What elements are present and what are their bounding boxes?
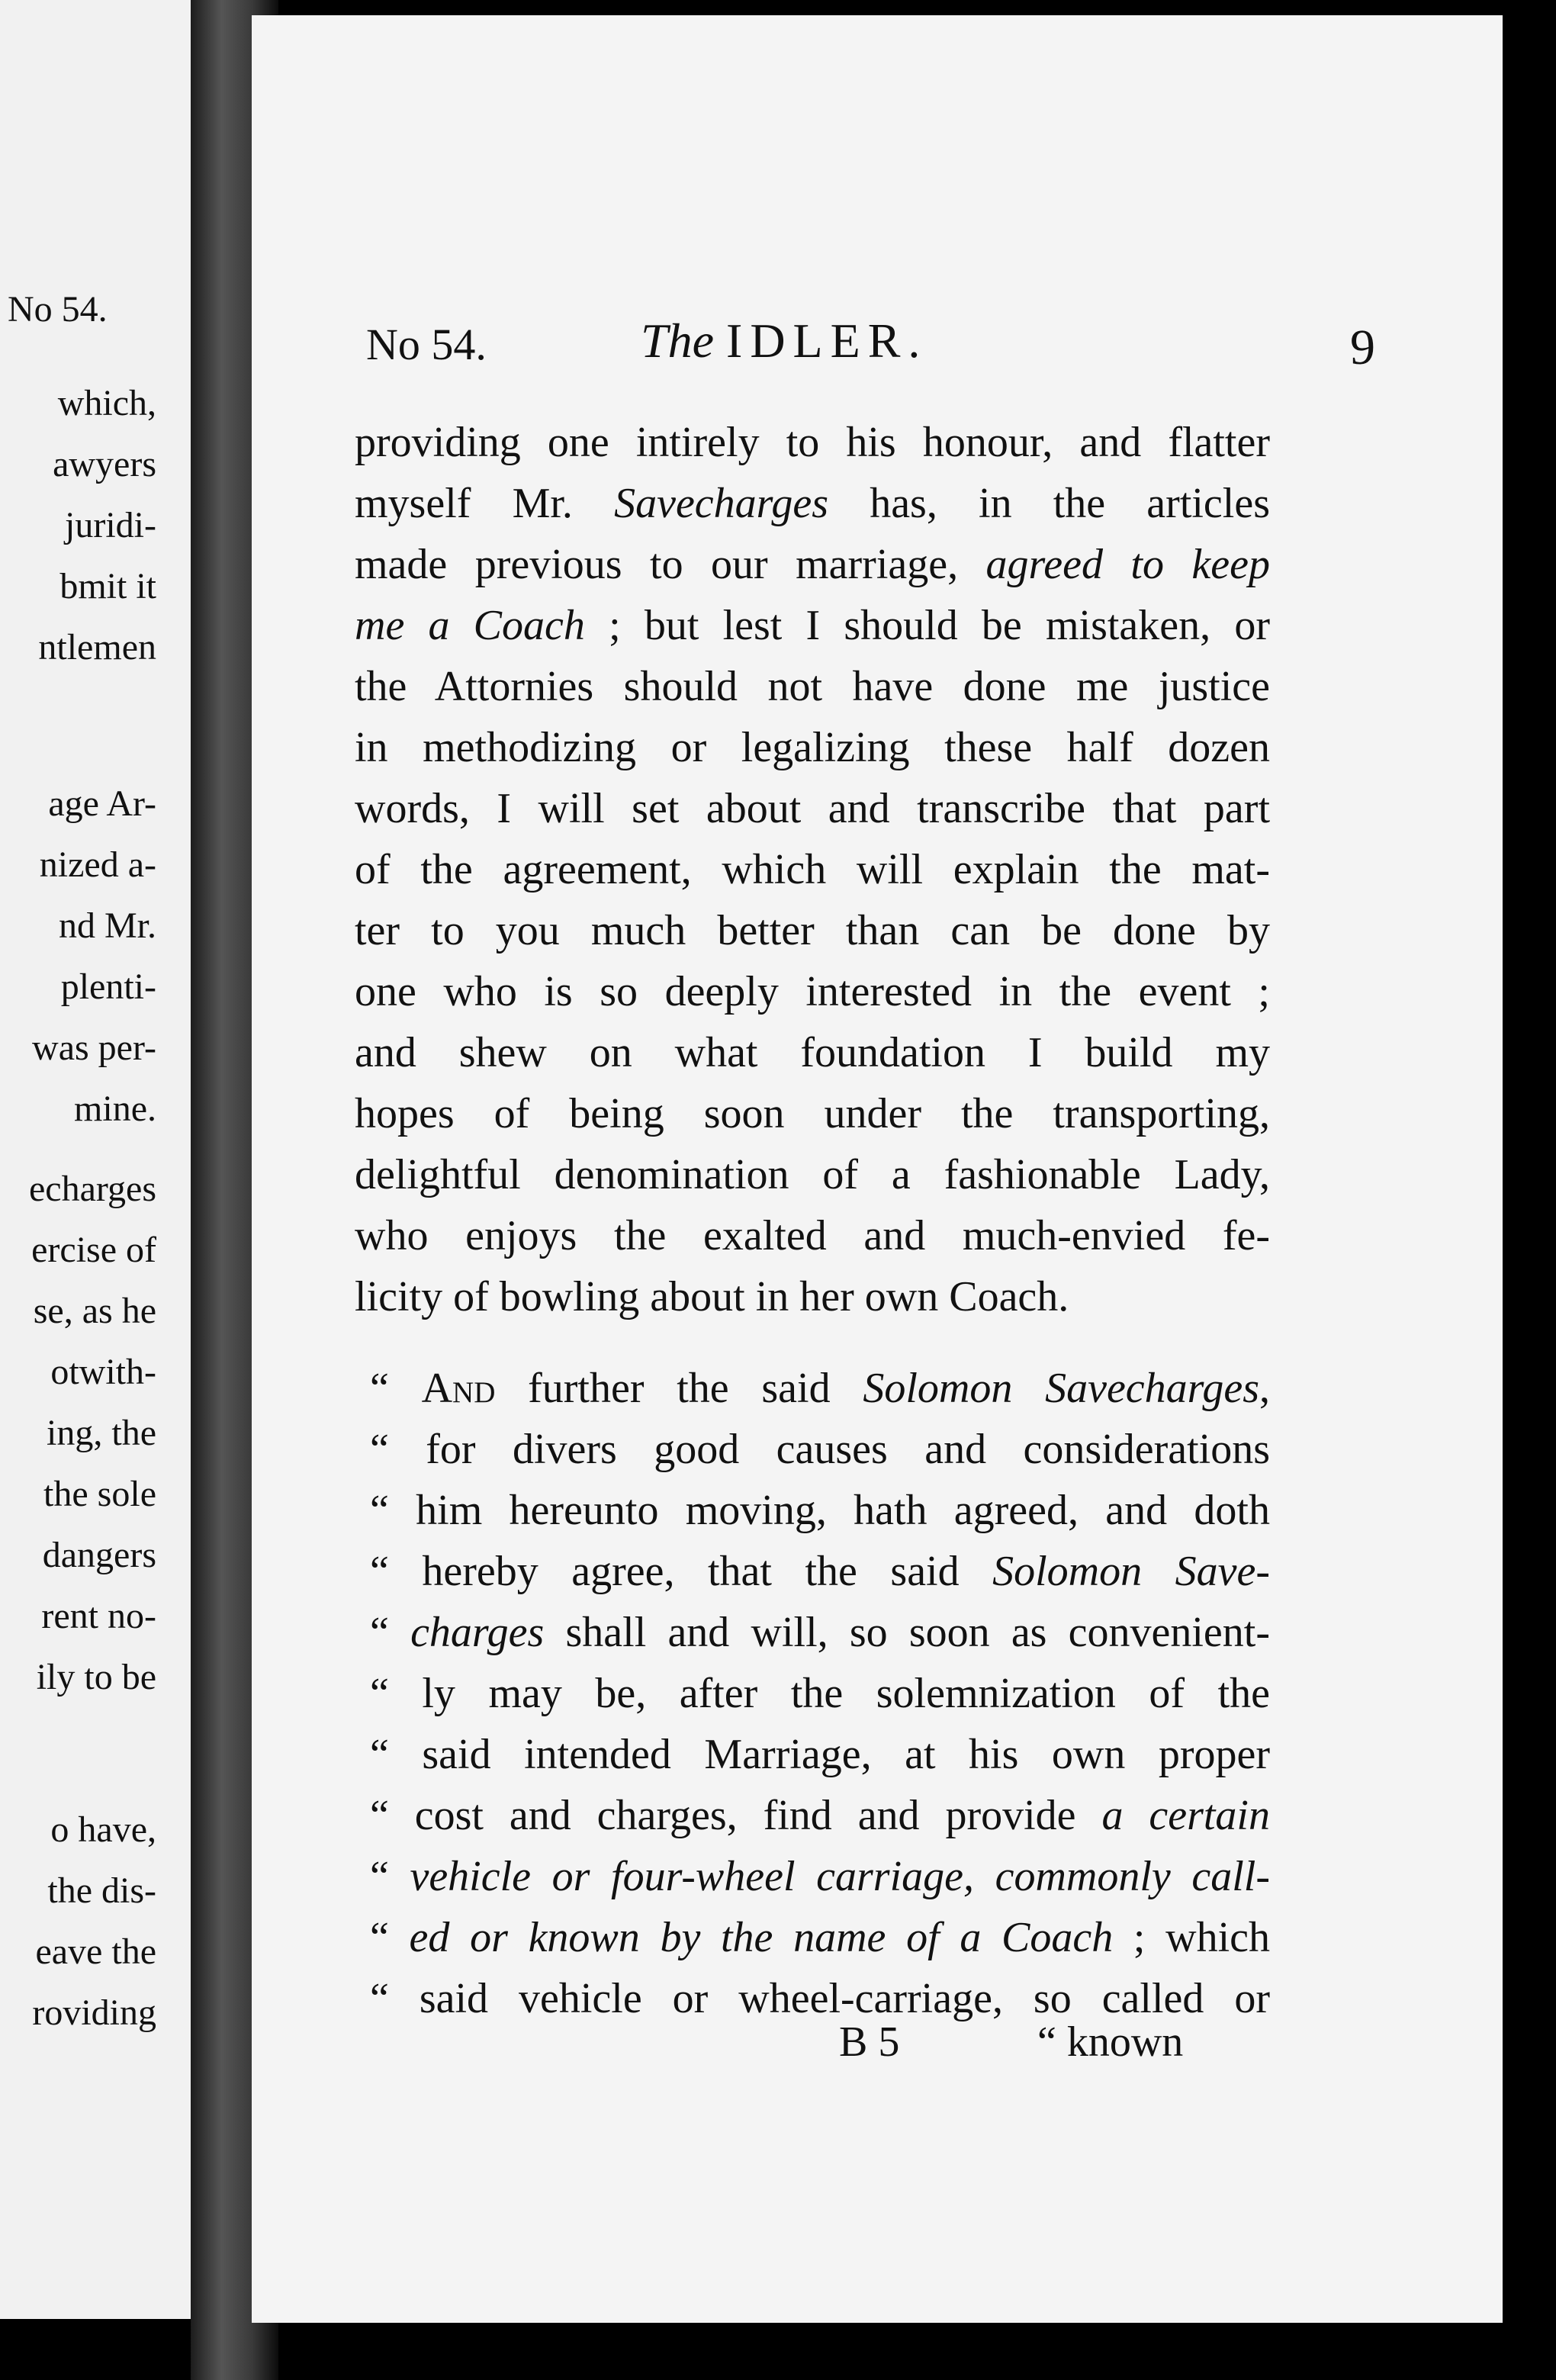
left-page-line: echarges xyxy=(28,1169,156,1209)
text-run: delightful denomination of a fashionable Lady, xyxy=(355,1151,1270,1198)
left-page-line: se, as he xyxy=(33,1291,156,1331)
left-page-line: ing, the xyxy=(47,1413,156,1453)
catchword: “ known xyxy=(1037,2018,1184,2066)
running-head xyxy=(366,314,1503,380)
text-line xyxy=(355,1602,1270,1663)
text-line xyxy=(355,412,1270,473)
text-line xyxy=(355,656,1270,717)
running-title-idler: IDLER. xyxy=(726,314,928,368)
text-run: ; which xyxy=(1113,1914,1271,1961)
running-title-the: The xyxy=(641,314,714,368)
text-line xyxy=(355,1907,1270,1968)
text-line xyxy=(355,1358,1270,1419)
left-page-line: ercise of xyxy=(31,1230,156,1270)
left-page-header: No 54. xyxy=(8,289,108,330)
left-page-line: roviding xyxy=(32,1992,156,2033)
text-run: shall and will, so soon as convenient- xyxy=(544,1609,1270,1656)
text-line xyxy=(355,1785,1270,1846)
italic-run: agreed to keep xyxy=(985,541,1270,588)
text-run: hopes of being soon under the transporting, xyxy=(355,1090,1270,1137)
text-line xyxy=(355,473,1270,534)
text-run: “ ly may be, after the solemnization of the xyxy=(370,1670,1270,1717)
text-run: one who is so deeply interested in the event ; xyxy=(355,968,1270,1015)
text-run: providing one intirely to his honour, and flatter xyxy=(355,419,1270,466)
italic-run: Solomon Save- xyxy=(992,1548,1270,1595)
text-line xyxy=(355,1846,1270,1907)
left-page-line: age Ar- xyxy=(48,783,156,824)
text-line xyxy=(355,717,1270,778)
italic-run: vehicle or four-wheel carriage, commonly call- xyxy=(410,1853,1270,1900)
text-run: who enjoys the exalted and much-envied fe- xyxy=(355,1212,1270,1259)
text-run: of the agreement, which will explain the mat- xyxy=(355,846,1270,893)
text-run: , xyxy=(1259,1365,1271,1412)
text-line xyxy=(355,595,1270,656)
left-page-line: otwith- xyxy=(50,1352,156,1392)
text-line xyxy=(355,1480,1270,1541)
left-page-line: dangers xyxy=(42,1535,156,1575)
text-run: ter to you much better than can be done by xyxy=(355,907,1270,954)
text-run: “ xyxy=(370,1609,411,1656)
left-page-line: bmit it xyxy=(59,566,156,606)
text-line xyxy=(355,1205,1270,1266)
italic-run: charges xyxy=(410,1609,545,1656)
text-run: “ said intended Marriage, at his own proper xyxy=(370,1731,1270,1778)
text-run: the Attornies should not have done me justice xyxy=(355,663,1270,710)
text-run: licity of bowling about in her own Coach. xyxy=(355,1273,1069,1320)
text-run: in methodizing or legalizing these half dozen xyxy=(355,724,1270,771)
signature-mark: B 5 xyxy=(839,2018,900,2066)
text-run: “ for divers good causes and considerations xyxy=(370,1426,1270,1473)
text-run: “ xyxy=(370,1365,422,1412)
left-page-line: was per- xyxy=(32,1028,156,1068)
left-page-line: the sole xyxy=(43,1474,156,1514)
left-page xyxy=(0,0,194,2319)
text-run: myself Mr. xyxy=(355,480,615,527)
folio-number: 9 xyxy=(1350,320,1375,375)
text-run: “ said vehicle or wheel-carriage, so called or xyxy=(370,1975,1270,2022)
left-page-line: juridi- xyxy=(65,505,156,545)
text-run: has, in the articles xyxy=(828,480,1270,527)
italic-run: ed or known by the name of a Coach xyxy=(409,1914,1114,1961)
text-run: ; but lest I should be mistaken, or xyxy=(584,602,1270,649)
small-caps-run: And xyxy=(421,1365,496,1412)
text-line xyxy=(355,961,1270,1022)
text-run: “ hereby agree, that the said xyxy=(370,1548,993,1595)
text-line xyxy=(355,778,1270,839)
body-text xyxy=(355,412,1270,2029)
left-page-line: which, xyxy=(57,383,156,423)
text-run: “ cost and charges, find and provide xyxy=(370,1792,1102,1839)
running-title xyxy=(641,313,927,369)
italic-run: Solomon Savecharges xyxy=(863,1365,1260,1412)
left-page-line: awyers xyxy=(53,444,156,484)
left-page-line: the dis- xyxy=(47,1870,156,1911)
left-page-line: ntlemen xyxy=(38,627,156,667)
text-line xyxy=(355,1144,1270,1205)
text-run: made previous to our marriage, xyxy=(355,541,986,588)
text-line xyxy=(355,1266,1270,1327)
italic-run: Savecharges xyxy=(614,480,829,527)
right-page xyxy=(252,15,1503,2323)
left-page-line: o have, xyxy=(50,1809,156,1850)
left-page-line: mine. xyxy=(74,1089,156,1129)
page-number-label: No 54. xyxy=(366,320,487,369)
text-run: and shew on what foundation I build my xyxy=(355,1029,1270,1076)
text-line xyxy=(355,900,1270,961)
text-run: “ xyxy=(370,1914,410,1961)
text-run: “ xyxy=(370,1853,410,1900)
left-page-line: rent no- xyxy=(41,1596,156,1636)
left-page-line: plenti- xyxy=(60,966,156,1007)
left-page-line: nd Mr. xyxy=(58,905,156,946)
italic-run: a certain xyxy=(1101,1792,1270,1839)
left-page-line: ily to be xyxy=(36,1657,156,1697)
left-page-line: nized a- xyxy=(39,844,156,885)
text-line xyxy=(355,1724,1270,1785)
left-page-line: eave the xyxy=(35,1931,156,1972)
text-run: “ him hereunto moving, hath agreed, and doth xyxy=(370,1487,1270,1534)
text-line xyxy=(355,1022,1270,1083)
text-line xyxy=(355,1541,1270,1602)
text-line xyxy=(355,839,1270,900)
text-run: further the said xyxy=(495,1365,863,1412)
text-line xyxy=(355,1419,1270,1480)
text-line xyxy=(355,1083,1270,1144)
text-line xyxy=(355,1663,1270,1724)
text-run: words, I will set about and transcribe that part xyxy=(355,785,1270,832)
text-line xyxy=(355,534,1270,595)
italic-run: me a Coach xyxy=(355,602,585,649)
